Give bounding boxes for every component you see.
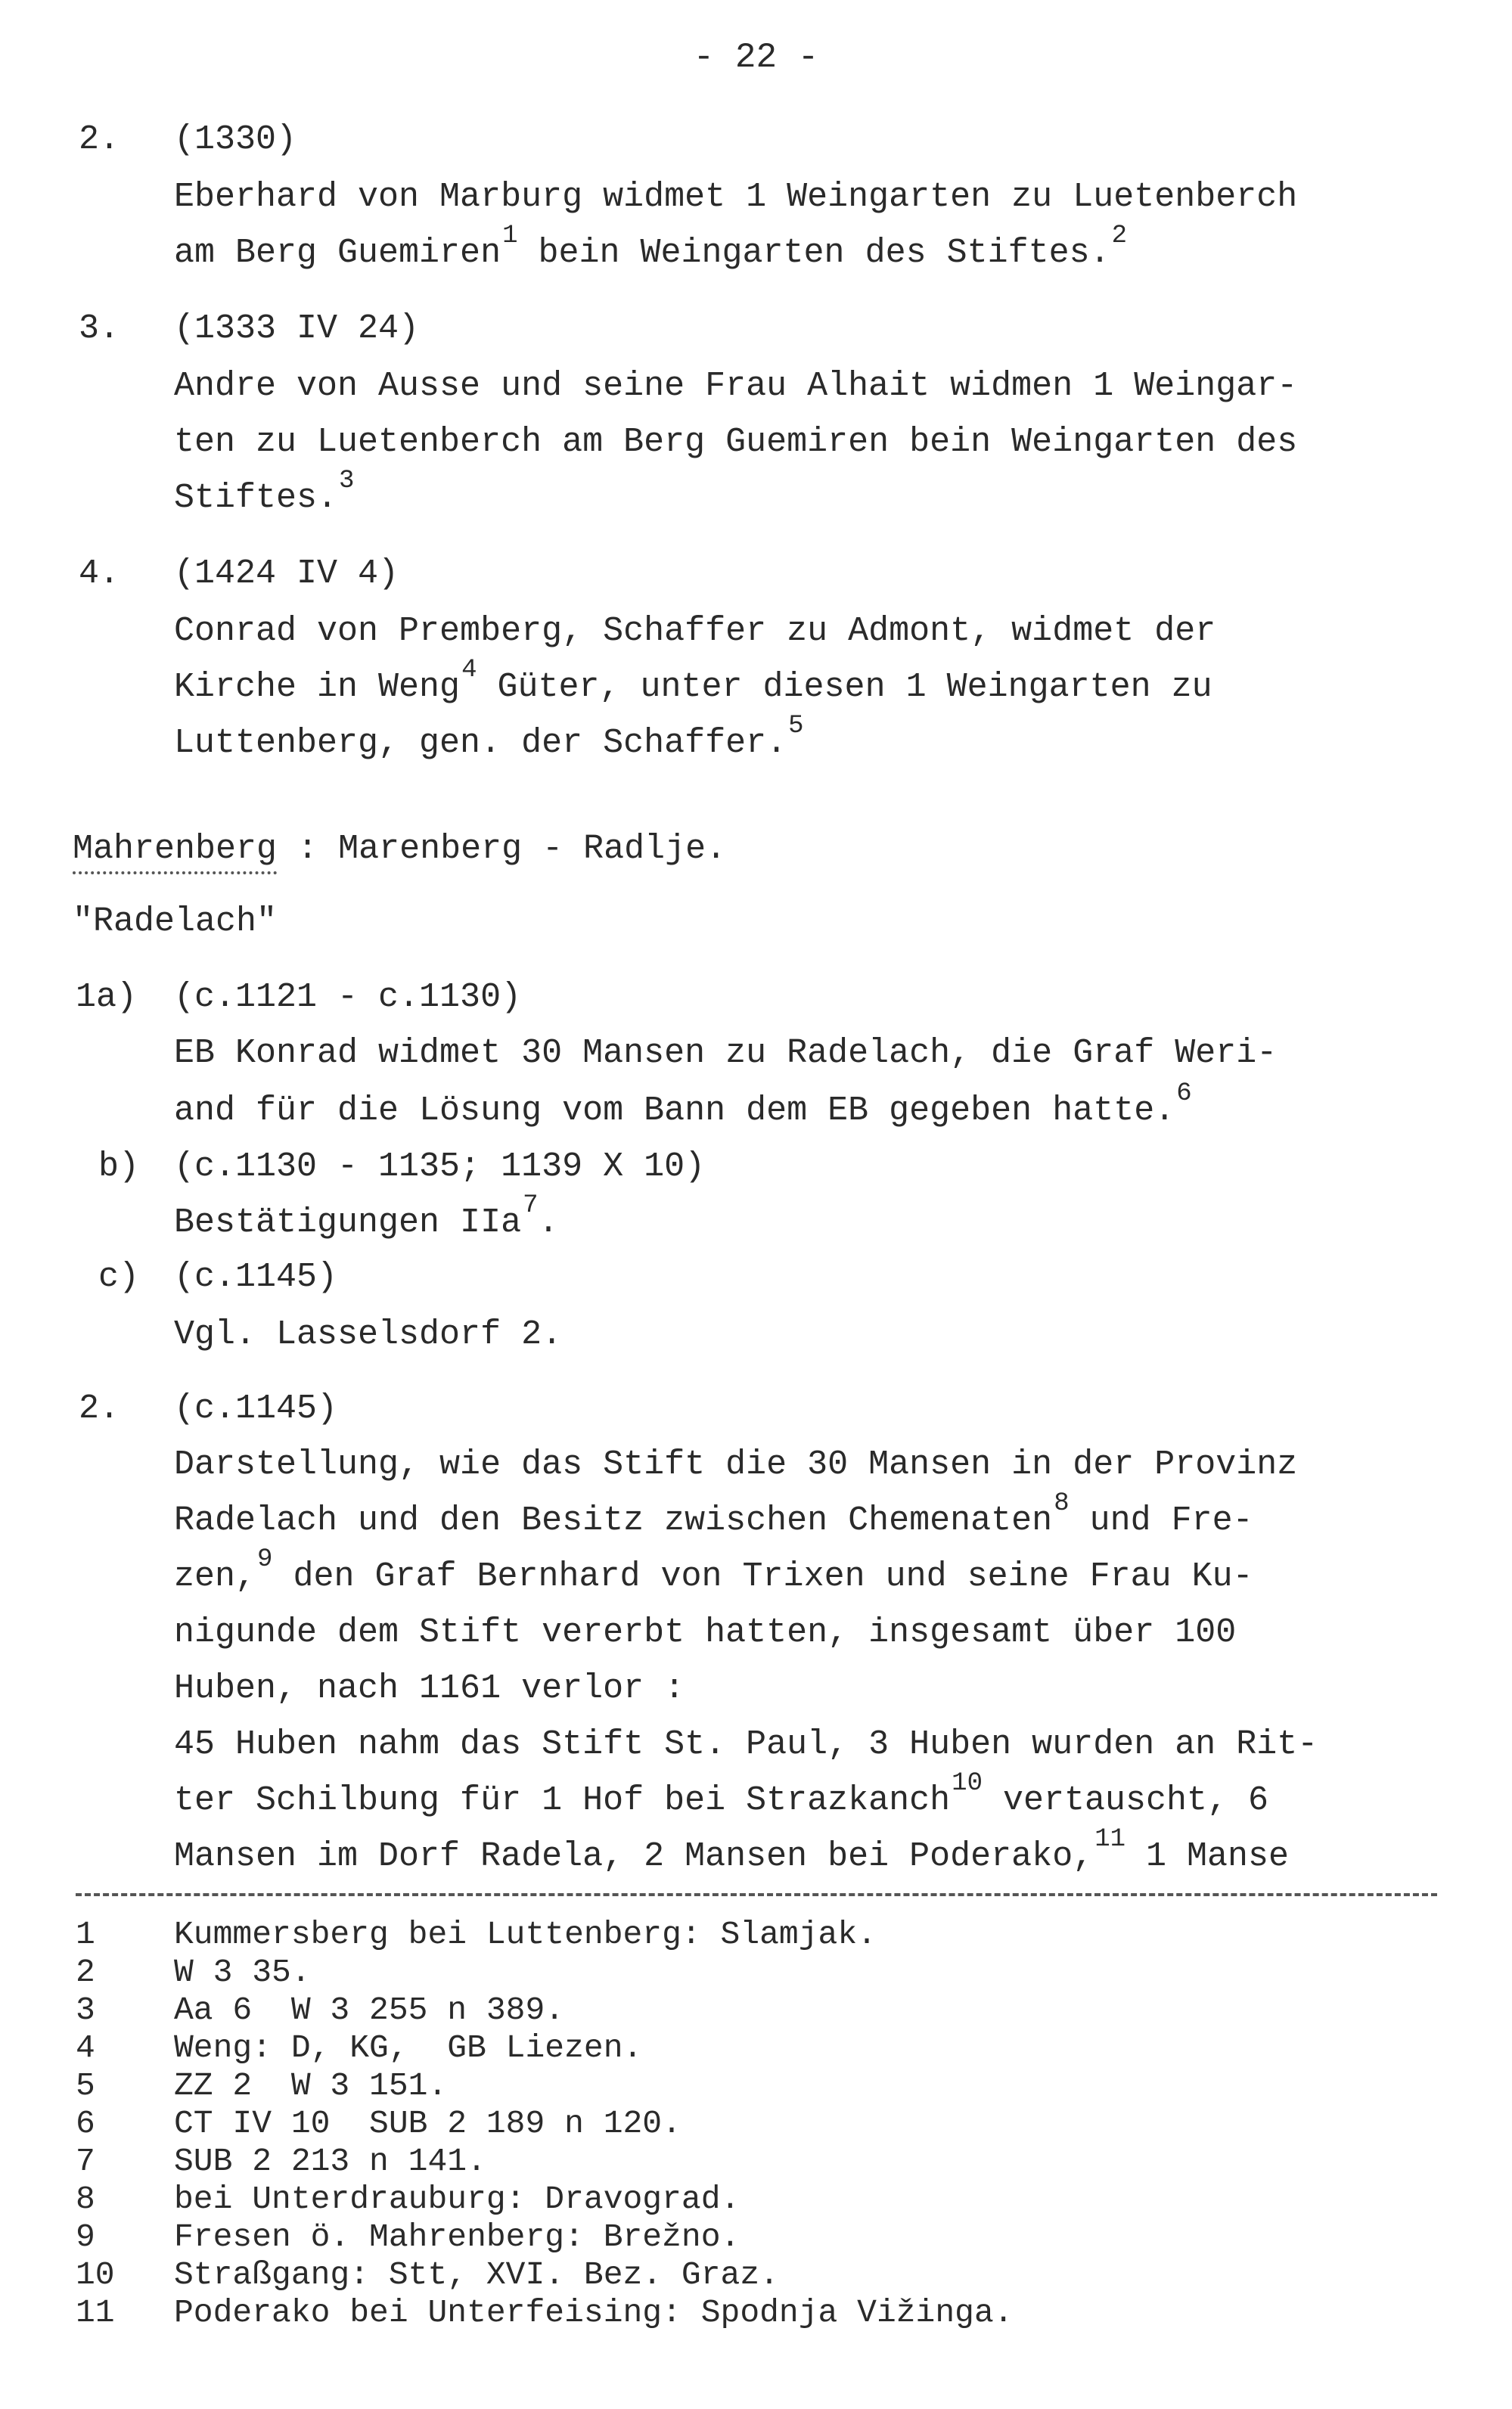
footnote-separator <box>76 1893 1437 1896</box>
footnote-number: 2 <box>76 1954 95 1991</box>
footnote-text: Aa 6 W 3 255 n 389. <box>174 1991 565 2029</box>
item-line: and für die Lösung vom Bann dem EB gegeben hatte.$^6$ <box>174 1079 1192 1130</box>
footnote-ref: 3 <box>339 467 355 495</box>
entry-line: Stiftes.$^3$ <box>174 467 355 517</box>
footnote-ref: 10 <box>952 1769 983 1798</box>
footnote-number: 7 <box>76 2143 95 2180</box>
entry-line: Conrad von Premberg, Schaffer zu Admont, widmet der <box>174 612 1216 650</box>
item-date: (c.1145) <box>174 1389 338 1428</box>
footnote-number: 9 <box>76 2218 95 2255</box>
footnote-text: CT IV 10 SUB 2 189 n 120. <box>174 2105 681 2142</box>
footnote-text: Weng: D, KG, GB Liezen. <box>174 2029 643 2066</box>
entry-date: (1424 IV 4) <box>174 554 399 593</box>
item-line: Mansen im Dorf Radela, 2 Mansen bei Poderako,$^{11}$ 1 Manse <box>174 1825 1290 1876</box>
item-line: zen,$^9$ den Graf Bernhard von Trixen und seine Frau Ku- <box>174 1545 1253 1596</box>
entry-number: 2. <box>79 120 120 159</box>
entry-line: Kirche in Weng$^4$ Güter, unter diesen 1 Weingarten zu <box>174 656 1212 706</box>
footnote-text: Kummersberg bei Luttenberg: Slamjak. <box>174 1916 877 1953</box>
footnote-ref: 9 <box>257 1545 273 1574</box>
footnote-ref: 1 <box>502 222 518 250</box>
footnote-ref: 2 <box>1111 222 1128 250</box>
item-date: (c.1121 - c.1130) <box>174 978 522 1017</box>
item-number: c) <box>98 1258 140 1296</box>
item-number: 1a) <box>76 978 138 1017</box>
item-number: b) <box>98 1147 140 1186</box>
footnote-text: W 3 35. <box>174 1954 311 1991</box>
entry-line: Eberhard von Marburg widmet 1 Weingarten zu Luetenberch <box>174 178 1298 216</box>
footnote-ref: 7 <box>523 1191 539 1220</box>
footnote-ref: 11 <box>1094 1825 1126 1854</box>
footnote-number: 5 <box>76 2067 95 2104</box>
footnote-number: 1 <box>76 1916 95 1953</box>
item-line: Vgl. Lasselsdorf 2. <box>174 1315 563 1354</box>
footnote-text: ZZ 2 W 3 151. <box>174 2067 448 2104</box>
item-date: (c.1130 - 1135; 1139 X 10) <box>174 1147 706 1186</box>
section-subheading: "Radelach" <box>73 902 278 941</box>
footnote-text: SUB 2 213 n 141. <box>174 2143 486 2180</box>
entry-date: (1333 IV 24) <box>174 309 420 348</box>
footnote-ref: 6 <box>1176 1079 1192 1108</box>
entry-line: ten zu Luetenberch am Berg Guemiren bein Weingarten des <box>174 423 1298 461</box>
footnote-text: Poderako bei Unterfeising: Spodnja Vižinga. <box>174 2294 1014 2331</box>
entry-line: Luttenberg, gen. der Schaffer.$^5$ <box>174 712 804 762</box>
item-line: ter Schilbung für 1 Hof bei Strazkanch$^{10}$ vertauscht, 6 <box>174 1769 1269 1820</box>
entry-line: am Berg Guemiren$^1$ bein Weingarten des Stiftes.$^2$ <box>174 222 1128 272</box>
section-heading: Mahrenberg : Marenberg - Radlje. <box>73 832 726 866</box>
item-line: Darstellung, wie das Stift die 30 Mansen in der Provinz <box>174 1445 1298 1484</box>
footnote-text: Straßgang: Stt, XVI. Bez. Graz. <box>174 2256 779 2293</box>
footnote-number: 6 <box>76 2105 95 2142</box>
item-line: Bestätigungen IIa$^7$. <box>174 1191 559 1242</box>
item-date: (c.1145) <box>174 1258 338 1296</box>
footnote-text: Fresen ö. Mahrenberg: Brežno. <box>174 2218 740 2255</box>
footnote-number: 8 <box>76 2181 95 2218</box>
page-number: - 22 - <box>693 38 819 77</box>
footnote-number: 10 <box>76 2256 115 2293</box>
item-number: 2. <box>79 1389 120 1428</box>
entry-number: 3. <box>79 309 120 348</box>
item-line: Radelach und den Besitz zwischen Chemenaten$^8$ und Fre- <box>174 1489 1253 1540</box>
item-line: Huben, nach 1161 verlor : <box>174 1669 685 1708</box>
footnote-ref: 8 <box>1054 1489 1070 1518</box>
footnote-number: 3 <box>76 1991 95 2029</box>
footnote-number: 4 <box>76 2029 95 2066</box>
entry-line: Andre von Ausse und seine Frau Alhait widmen 1 Weingar- <box>174 367 1298 405</box>
item-line: 45 Huben nahm das Stift St. Paul, 3 Huben wurden an Rit- <box>174 1725 1318 1764</box>
item-line: EB Konrad widmet 30 Mansen zu Radelach, die Graf Weri- <box>174 1034 1278 1073</box>
footnote-ref: 4 <box>461 656 477 685</box>
footnote-ref: 5 <box>788 712 804 740</box>
item-line: nigunde dem Stift vererbt hatten, insgesamt über 100 <box>174 1613 1237 1652</box>
entry-number: 4. <box>79 554 120 593</box>
footnote-text: bei Unterdrauburg: Dravograd. <box>174 2181 740 2218</box>
footnote-number: 11 <box>76 2294 115 2331</box>
entry-date: (1330) <box>174 120 297 159</box>
